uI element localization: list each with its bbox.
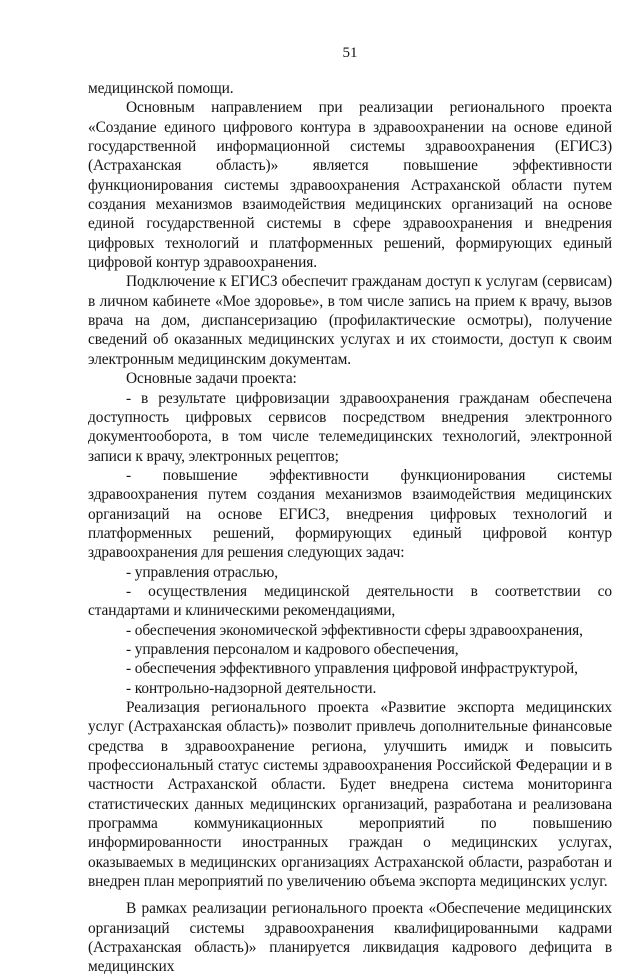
- sub-item-1: - управления отраслью,: [126, 563, 279, 581]
- sub-item-2: - осуществления медицинской деятельности в соответствии со стандартами и клиническими рекомендациями,: [88, 582, 612, 620]
- sub-item-5: - обеспечения эффективного управления цифровой инфраструктурой,: [126, 660, 578, 678]
- body-text: [88, 79, 612, 977]
- list-item-2: - повышение эффективности функционирования системы здравоохранения путем создания механизмов взаимодействия медицинских организаций на основе ЕГИСЗ, внедрения цифровых технологий и платформенных решений, формирующих единый цифровой контур здравоохранения для решения следующих задач:: [88, 466, 612, 562]
- paragraph-4: Основные задачи проекта:: [126, 370, 297, 388]
- paragraph-3: Подключение к ЕГИСЗ обеспечит гражданам доступ к услугам (сервисам) в личном кабинете «Мое здоровье», в том числе запись на прием к врачу, вызов врача на дом, диспансеризацию (профилактические осмотры), получение сведений об оказанных медицинских услугах и их стоимости, доступ к своим электронным медицинским документам.: [88, 273, 612, 368]
- sub-item-6: - контрольно-надзорной деятельности.: [126, 679, 377, 697]
- sub-item-3: - обеспечения экономической эффективности сферы здравоохранения,: [126, 621, 583, 639]
- page-number: 51: [342, 45, 358, 61]
- paragraph-5: Реализация регионального проекта «Развитие экспорта медицинских услуг (Астраханская область)» позволит привлечь дополнительные финансовые средства в здравоохранение региона, улучшить имидж и повысить профессиональный статус системы здравоохранения Российской Федерации и в частности Астраханской области. Будет внедрена система мониторинга статистических данных медицинских организаций, разработана и реализована программа коммуникационных мероприятий по повышению информированности иностранных граждан о медицинских услугах, оказываемых в медицинских организациях Астраханской области, разработан и внедрен план мероприятий по увеличению объема экспорта медицинских услуг.: [88, 699, 612, 891]
- paragraph-2: Основным направлением при реализации регионального проекта «Создание единого цифрового контура в здравоохранении на основе единой государственной информационной системы здравоохранения (ЕГИСЗ) (Астраханская область)» является повышение эффективности функционирования системы здравоохранения Астраханской области путем создания механизмов взаимодействия медицинских организаций на основе единой государственной системы в сфере здравоохранения и внедрения цифровых технологий и платформенных решений, формирующих единый цифровой контур здравоохранения.: [88, 99, 612, 272]
- sub-item-4: - управления персоналом и кадрового обеспечения,: [126, 640, 459, 658]
- paragraph-1: медицинской помощи.: [88, 80, 234, 97]
- paragraph-6: В рамках реализации регионального проекта «Обеспечение медицинских организаций системы здравоохранения квалифицированными кадрами (Астраханская область)» планируется ликвидация кадрового дефицита в медицинских: [88, 900, 612, 976]
- list-item-1: - в результате цифровизации здравоохранения гражданам обеспечена доступность цифровых сервисов посредством внедрения электронного документооборота, в том числе телемедицинских технологий, электронной записи к врачу, электронных рецептов;: [88, 389, 612, 465]
